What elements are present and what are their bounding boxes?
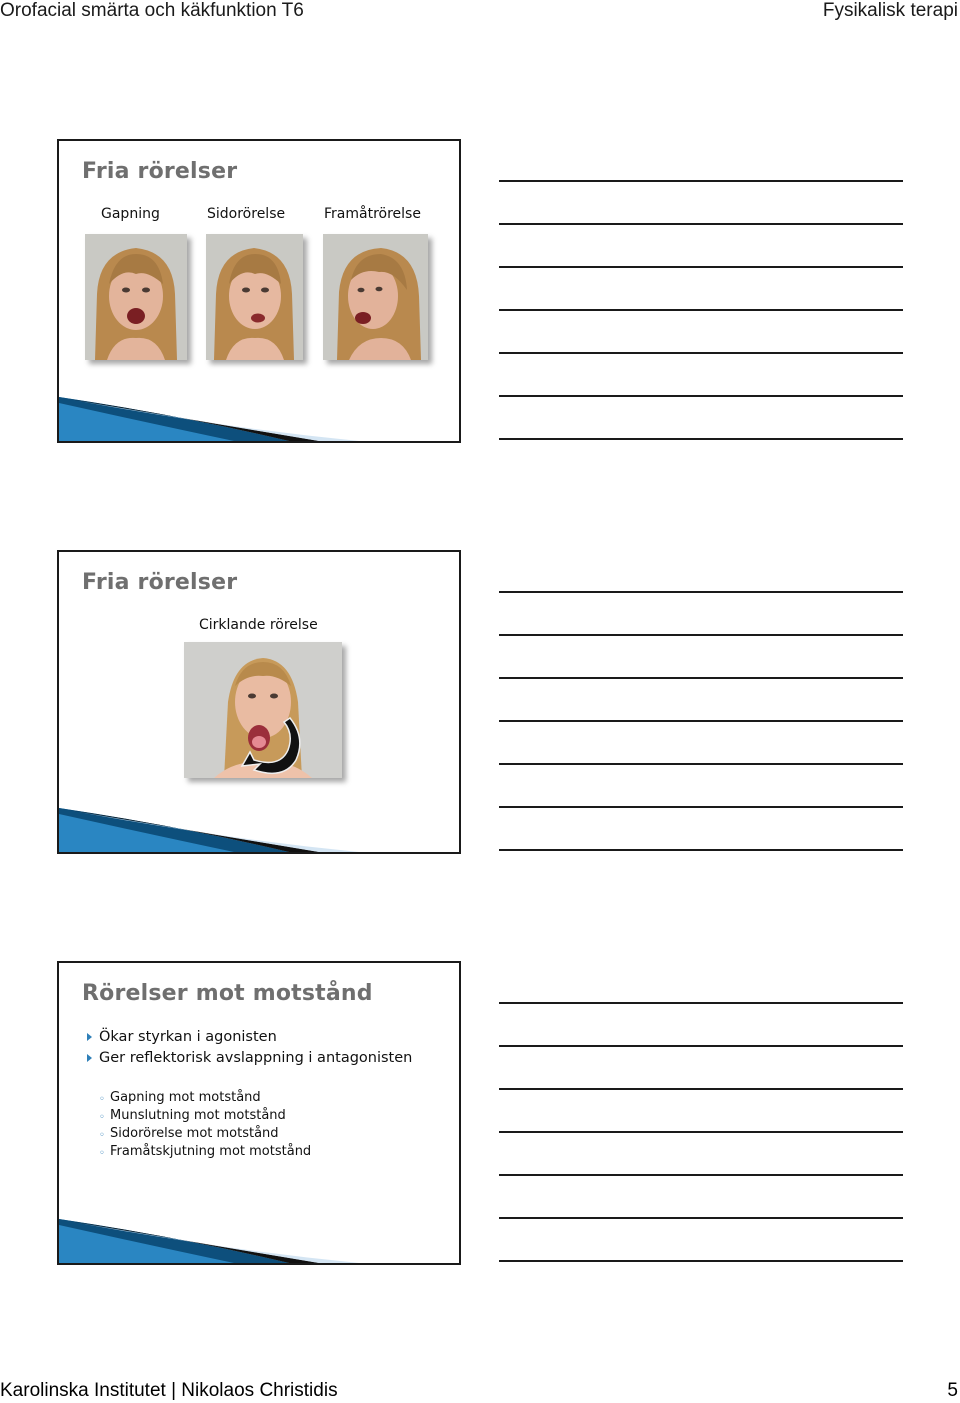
caption-gapning: Gapning: [101, 206, 160, 222]
slide-3: [57, 961, 461, 1265]
caption-framatrorelse: Framåtrörelse: [324, 206, 421, 222]
triangle-bullet-icon: [87, 1054, 92, 1062]
note-line: [499, 223, 903, 225]
slide-title: Rörelser mot motstånd: [82, 981, 373, 1006]
note-line: [499, 677, 903, 679]
slide-title: Fria rörelser: [82, 159, 238, 184]
sub-bullet-item: ◦ Munslutning mot motstånd: [99, 1107, 311, 1125]
circle-bullet-icon: ◦: [99, 1130, 105, 1141]
sub-bullet-item: ◦ Sidorörelse mot motstånd: [99, 1125, 311, 1143]
note-line: [499, 352, 903, 354]
note-line: [499, 806, 903, 808]
note-line: [499, 180, 903, 182]
note-line: [499, 1045, 903, 1047]
note-line: [499, 1174, 903, 1176]
caption-cirklande-rorelse: Cirklande rörelse: [199, 617, 318, 633]
photo-gapning: [85, 234, 187, 360]
circle-bullet-icon: ◦: [99, 1094, 105, 1105]
sub-bullet-list: [99, 1089, 311, 1161]
note-line: [499, 1002, 903, 1004]
footer-page-number: 5: [947, 1380, 958, 1401]
bullet-list: [87, 1027, 412, 1069]
note-line: [499, 309, 903, 311]
footer-institution-author: Karolinska Institutet | Nikolaos Christidis: [0, 1380, 338, 1401]
note-line: [499, 438, 903, 440]
photo-cirklande-rorelse: [184, 642, 342, 778]
note-line: [499, 1260, 903, 1262]
slide-decoration-swoosh: [59, 1215, 459, 1263]
sub-bullet-item: ◦ Gapning mot motstånd: [99, 1089, 311, 1107]
note-line: [499, 1217, 903, 1219]
photo-framatrorelse: [323, 234, 428, 360]
caption-sidororelse: Sidorörelse: [207, 206, 286, 222]
slide-title: Fria rörelser: [82, 570, 238, 595]
slide-2: [57, 550, 461, 854]
note-line: [499, 634, 903, 636]
bullet-item: Ökar styrkan i agonisten: [87, 1027, 412, 1048]
note-line: [499, 763, 903, 765]
photo-sidororelse: [206, 234, 303, 360]
note-line: [499, 1088, 903, 1090]
note-line: [499, 1131, 903, 1133]
note-line: [499, 849, 903, 851]
triangle-bullet-icon: [87, 1033, 92, 1041]
bullet-item: Ger reflektorisk avslappning i antagonisten: [87, 1048, 412, 1069]
sub-bullet-item: ◦ Framåtskjutning mot motstånd: [99, 1143, 311, 1161]
slide-decoration-swoosh: [59, 804, 459, 852]
header-topic: Fysikalisk terapi: [822, 0, 958, 21]
circle-bullet-icon: ◦: [99, 1112, 105, 1123]
slide-1: [57, 139, 461, 443]
note-line: [499, 395, 903, 397]
circle-bullet-icon: ◦: [99, 1148, 105, 1159]
note-line: [499, 720, 903, 722]
note-line: [499, 266, 903, 268]
header-course-title: Orofacial smärta och käkfunktion T6: [0, 0, 304, 21]
slide-decoration-swoosh: [59, 393, 459, 441]
note-line: [499, 591, 903, 593]
